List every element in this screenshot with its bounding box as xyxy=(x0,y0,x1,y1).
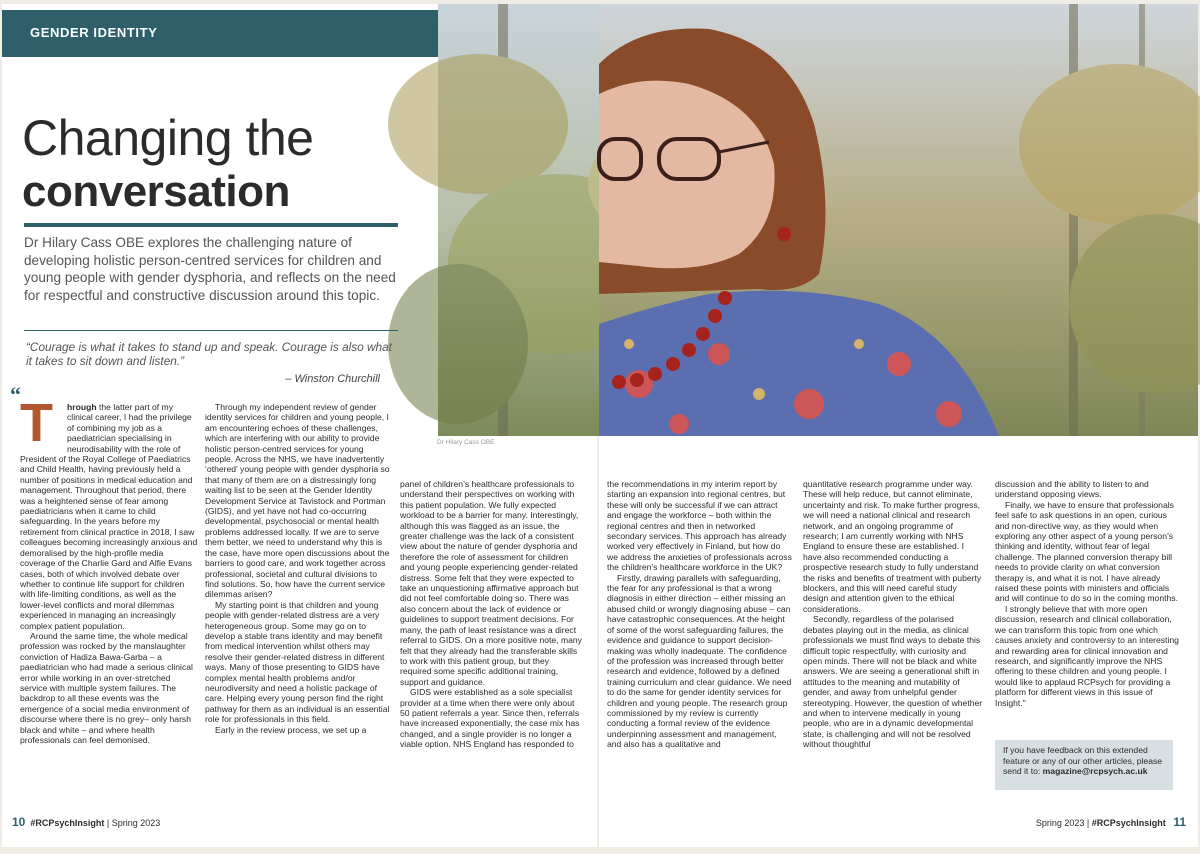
left-page xyxy=(2,4,597,847)
paragraph: I strongly believe that with more open discussion, research and clinical collaboration, we can transform this topic from one which causes anxiety and controversy to an interesting and rewarding area for clinical innovation and research, and significantly improve the NHS offering to these children and young people. I would like to applaud RCPsych for providing a platform for different views in this issue of Insight." xyxy=(995,603,1179,708)
paragraph: the recommendations in my interim report by starting an expansion into regional centres, but these will only be successful if we can attract and engage the workforce – both within the regional centres and then in networked secondary services. This approach has already worked very effectively in Finland, but how do we address the anxieties of professionals across the children’s healthcare workforce in the UK? xyxy=(607,479,792,573)
footer-left xyxy=(12,815,160,829)
article-column-6 xyxy=(995,479,1181,708)
footer-separator: | xyxy=(104,818,112,828)
paragraph: Around the same time, the whole medical profession was rocked by the manslaughter conviction of Hadiza Bawa-Garba – a paediatrician who had made a serious clinical error while working in an over-stretched service with multiple system failures. The backdrop to all these events was the emergence of a social media environment of discourse where there is no grey– only harsh black and white – and where health professionals can feel demonised. xyxy=(20,630,193,745)
paragraph: My starting point is that children and young people with gender-related distress are a very heterogeneous group. Some may go on to develop a stable trans identity and may benefit from medical intervention whilst others may resolve their gender-related distress in different ways. Many of those presenting to GIDS have complex mental health problems and/or neurodiversity and need a holistic package of care. Helping every young person find the right pathway for them as an individual is an essential role for professionals in this field. xyxy=(205,599,390,725)
feedback-email-link[interactable]: magazine@rcpsych.ac.uk xyxy=(1042,766,1148,776)
page-number: 11 xyxy=(1173,815,1186,829)
hashtag: #RCPsychInsight xyxy=(1091,818,1166,828)
portrait-photo-right xyxy=(599,4,1198,436)
standfirst: Dr Hilary Cass OBE explores the challenging nature of developing holistic person-centred services for children and young people with gender dysphoria, and reflects on the need for respectful and constructive discussion around this topic. xyxy=(24,235,396,303)
article-column-2 xyxy=(205,402,391,735)
paragraph: Secondly, regardless of the polarised debates playing out in the media, as clinical professionals we must find ways to debate this difficult topic respectfully, with curiosity and open minds. There will not be black and white answers. We are seeing a generational shift in attitudes to the meaning and mutability of gender, and away from unhelpful gender stereotyping. However, the question of whether and when to intervene medically in young people, who are in a dynamic developmental state, is challenging and will not be resolved without thoughtful xyxy=(803,614,983,750)
dropcap: T xyxy=(20,393,53,453)
paragraph: quantitative research programme under way. These will help reduce, but cannot eliminate, uncertainty and risk. To make further progress, we will need a national clinical and research network, and an ongoing programme of research; I am currently working with NHS England to ensure these are established. I have also recommended conducting a prospective research study to fully understand the risks and benefits of treatment with puberty blockers, and this will need careful study design and attention given to the ethical considerations. xyxy=(803,479,982,614)
paragraph: panel of children’s healthcare professionals to understand their perspectives on working with this patient population. We fully expected workload to be a barrier for many. Interestingly, although this was flagged as an issue, the greater challenge was the lack of a consistent view about the nature of gender dysphoria and therefore the role of assessment for children and young people experiencing gender-related distress. Some felt that they were expected to take an unquestioning affirmative approach but did not feel comfortable doing so. There was also concern about the lack of evidence or guidelines to support treatment decisions. For many, the path of least resistance was a direct referral to GIDS. On a more positive note, many felt that they already had the transferable skills to work with this patient group, but they required some specific additional training, support and guidance. xyxy=(400,479,582,687)
paragraph: Firstly, drawing parallels with safeguarding, the fear for any professional is that a wrong diagnosis in either direction – either missing an abused child or wrongly diagnosing abuse – can have catastrophic consequences. At the height of some of the worst safeguarding failures, the evidence and guidance to support decision-making was wholly inadequate. The confidence of the profession was increased through better research and evidence, followed by a defined training curriculum and clear guidance. We need to do the same for gender identity services for children and young people. The research group commissioned by my review is currently conducting a formal review of the evidence underpinning assessment and management, and also has a qualitative and xyxy=(607,572,792,750)
article-column-3 xyxy=(400,479,582,750)
first-word: hrough xyxy=(67,402,97,412)
article-column-1 xyxy=(10,382,198,745)
article-column-4 xyxy=(607,479,793,750)
paragraph-text: the latter part of my clinical career, I had the privilege of combining my job as a paediatrician specialising in neurodisability with the role of President of the Royal College of Paediatrics and Child Health, having previously held a number of positions in medical education and management. Throughout that period, there was a heightened sense of fear among paediatricians when it came to child safeguarding. In the years before my retirement from clinical practice in 2018, I saw colleagues becoming increasingly anxious and demoralised by the high-profile media coverage of the Charlie Gard and Alfie Evans cases, both of which involved debate over whether to continue life support for children with life-limiting conditions, as well as the lower-level conflicts and moral dilemmas experienced in managing an increasingly complex patient population. xyxy=(20,402,198,631)
issue-label: Spring 2023 xyxy=(111,818,161,828)
section-label-bar xyxy=(2,10,438,57)
feedback-text: If you have feedback on this extended feature or any of our other articles, please send it to: xyxy=(1003,745,1163,776)
feedback-box xyxy=(995,740,1173,790)
paragraph: Finally, we have to ensure that professionals feel safe to ask questions in an open, curious and non-directive way, as they would when exploring any other aspect of a young person’s thinking and identity, without fear of legal challenge. The planned conversion therapy bill needs to provide clarity on what conversion therapy is, and what it is not. I have already raised these points with ministers and officials and will continue to do so in the coming months. xyxy=(995,499,1178,604)
headline-line-2: conversation xyxy=(22,167,290,216)
portrait-photo-right-image xyxy=(599,4,1198,436)
footer-right xyxy=(1036,815,1186,829)
paragraph: Through my independent review of gender identity services for children and young people, I am encountering echoes of these challenges, which are interfering with our ability to provide holistic person-centred services for young people. Across the NHS, we have inadvertently ‘othered’ young people with gender dysphoria so that many of them are on a distressingly long waiting list to be seen at the Gender Identity Development Service at Tavistock and Portman (GIDS), and yet have not had co-occurring developmental, psychosocial or mental health problems addressed locally. If we are to serve them better, we need to understand why this is the case, have more open discussions about the barriers to good care, and work together across professional, societal and cultural divisions to find solutions. So, how have the current service dilemmas arisen? xyxy=(205,402,390,600)
paragraph: discussion and the ability to listen to and understand opposing views. xyxy=(995,479,1149,500)
headline-line-1: Changing the xyxy=(22,110,314,166)
section-label: GENDER IDENTITY xyxy=(30,25,158,40)
article-column-5 xyxy=(803,479,983,750)
pull-quote: “Courage is what it takes to stand up and speak. Courage is also what it takes to sit down and listen.” xyxy=(26,340,392,368)
headline-rule xyxy=(24,223,398,227)
photo-caption: Dr Hilary Cass OBE xyxy=(437,439,495,446)
dropcap-block xyxy=(10,382,64,453)
pull-quote-attribution: – Winston Churchill xyxy=(285,373,380,385)
page-number: 10 xyxy=(12,815,26,829)
paragraph: GIDS were established as a sole specialist provider at a time when there were only about 50 patient referrals a year. Since then, referrals have increased exponentially, the case mix has changed, and a single provider is no longer a viable option. NHS England has responded to xyxy=(400,687,580,750)
footer-separator: | xyxy=(1084,818,1092,828)
quote-rule xyxy=(24,330,398,331)
paragraph: Early in the review process, we set up a xyxy=(215,724,367,735)
opening-quote-mark: “ xyxy=(10,382,21,407)
hashtag: #RCPsychInsight xyxy=(30,818,105,828)
issue-label: Spring 2023 xyxy=(1035,818,1085,828)
